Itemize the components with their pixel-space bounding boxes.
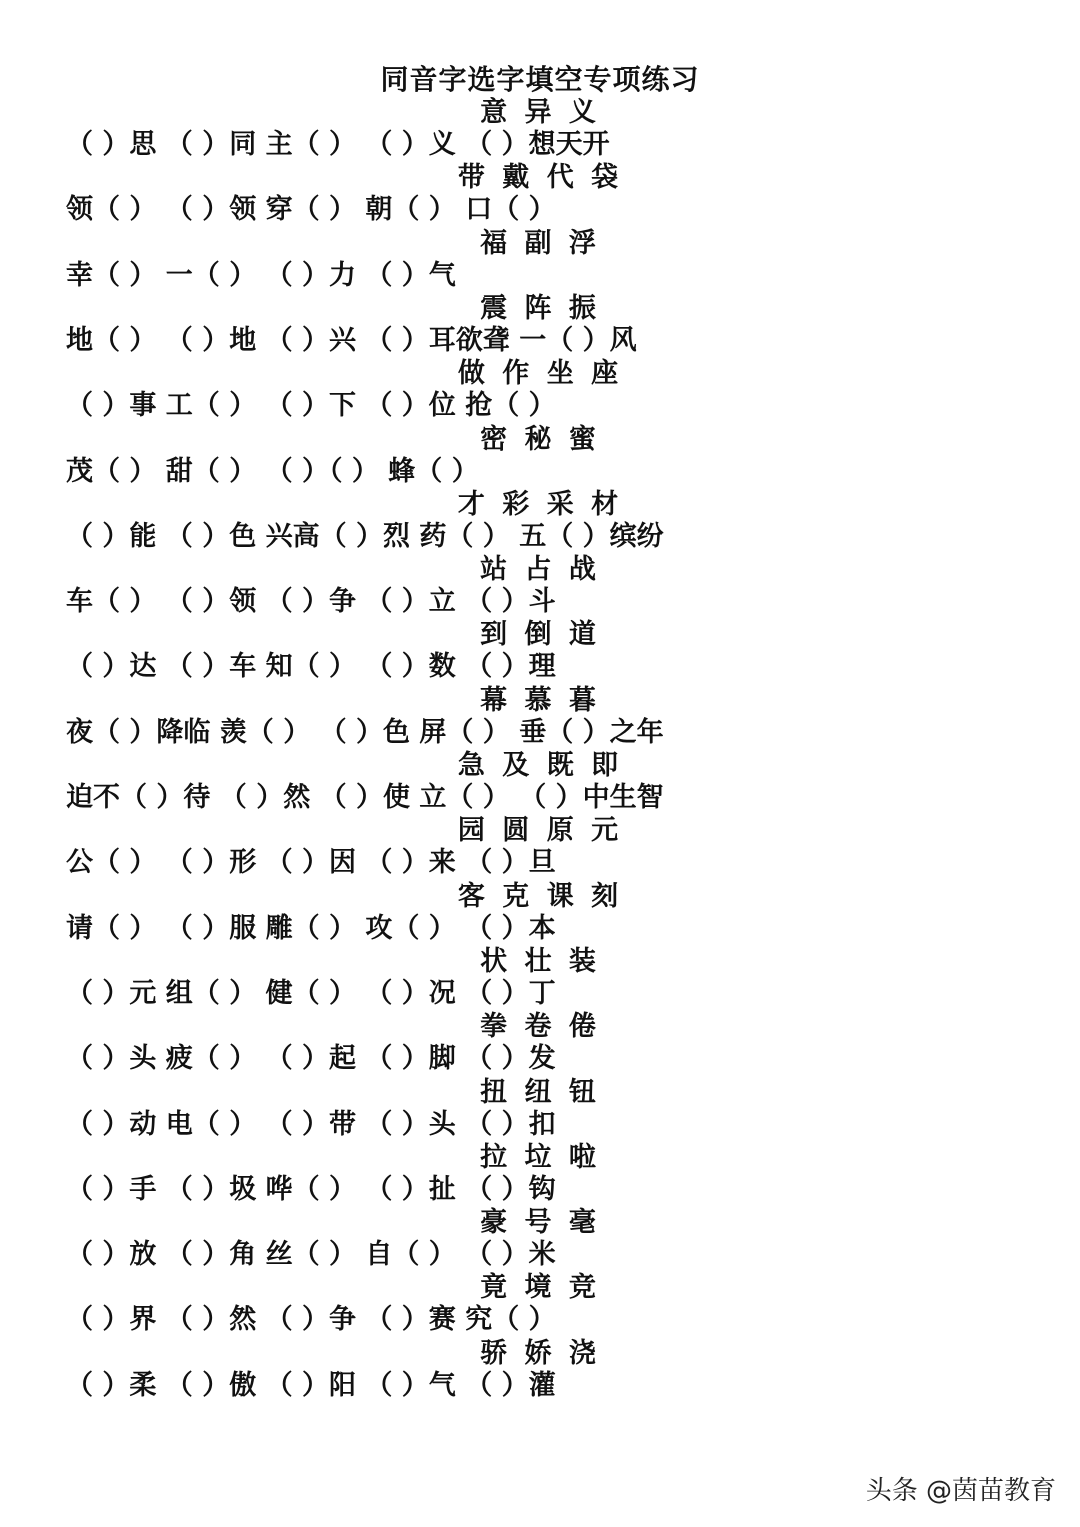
fill-in-line: （ ）能 （ ）色 兴高（ ）烈 药（ ） 五（ ）缤纷	[66, 520, 664, 552]
page-title: 同音字选字填空专项练习	[380, 63, 700, 96]
exercise-group	[0, 618, 1080, 684]
fill-in-line: 迫不（ ）待 （ ）然 （ ）使 立（ ） （ ）中生智	[66, 782, 664, 813]
fill-in-line: （ ）手 （ ）圾 哗（ ） （ ）扯 （ ）钩	[66, 1173, 556, 1205]
exercise-group	[0, 1271, 1080, 1337]
homophone-choices: 震 阵 振	[480, 292, 600, 324]
exercise-group	[0, 161, 1080, 227]
fill-in-line: （ ）动 电（ ） （ ）带 （ ）头 （ ）扣	[66, 1108, 556, 1140]
watermark: 头条 @茵苗教育	[865, 1476, 1056, 1506]
homophone-choices: 福 副 浮	[480, 227, 600, 259]
homophone-choices: 拉 垃 啦	[480, 1141, 600, 1173]
exercise-group	[0, 96, 1080, 162]
homophone-choices: 密 秘 蜜	[480, 423, 600, 455]
homophone-choices: 到 倒 道	[480, 619, 600, 651]
fill-in-line: （ ）思 （ ）同 主（ ） （ ）义 （ ）想天开	[66, 129, 610, 160]
exercise-group	[0, 227, 1080, 293]
homophone-choices: 意 异 义	[480, 97, 600, 128]
fill-in-line: 请（ ） （ ）服 雕（ ） 攻（ ） （ ）本	[66, 912, 556, 944]
exercise-group	[0, 1141, 1080, 1207]
homophone-choices: 园 圆 原 元	[457, 815, 623, 847]
fill-in-line: （ ）元 组（ ） 健（ ） （ ）况 （ ）丁	[66, 977, 556, 1009]
homophone-choices: 客 克 课 刻	[457, 880, 623, 912]
exercise-group	[0, 1010, 1080, 1076]
exercise-group	[0, 749, 1080, 815]
fill-in-line: 车（ ） （ ）领 （ ）争 （ ）立 （ ）斗	[66, 586, 556, 618]
homophone-choices: 才 彩 采 材	[457, 488, 623, 520]
fill-in-line: （ ）放 （ ）角 丝（ ） 自（ ） （ ）米	[66, 1239, 556, 1271]
homophone-choices: 拳 卷 倦	[480, 1011, 600, 1043]
homophone-choices: 幕 慕 暮	[480, 684, 600, 716]
homophone-choices: 豪 号 毫	[480, 1207, 600, 1239]
fill-in-line: （ ）柔 （ ）傲 （ ）阳 （ ）气 （ ）灌	[66, 1369, 556, 1401]
fill-in-line: 领（ ） （ ）领 穿（ ） 朝（ ） 口（ ）	[66, 194, 556, 226]
exercise-group	[0, 423, 1080, 489]
fill-in-line: （ ）事 工（ ） （ ）下 （ ）位 抢（ ）	[66, 390, 556, 422]
homophone-choices: 做 作 坐 座	[457, 358, 623, 390]
homophone-choices: 站 占 战	[480, 554, 600, 586]
homophone-choices: 扭 纽 钮	[480, 1076, 600, 1108]
fill-in-line: 幸（ ） 一（ ） （ ）力 （ ）气	[66, 259, 456, 291]
exercise-group	[0, 945, 1080, 1011]
fill-in-line: （ ）界 （ ）然 （ ）争 （ ）赛 究（ ）	[66, 1304, 556, 1336]
fill-in-line: 地（ ） （ ）地 （ ）兴 （ ）耳欲聋 一（ ）风	[66, 324, 637, 356]
exercise-group	[0, 1076, 1080, 1142]
fill-in-line: （ ）头 疲（ ） （ ）起 （ ）脚 （ ）发	[66, 1043, 556, 1075]
exercise-group	[0, 357, 1080, 423]
exercise-group	[0, 684, 1080, 750]
exercise-group	[0, 488, 1080, 554]
homophone-choices: 带 戴 代 袋	[457, 162, 623, 194]
fill-in-line: （ ）达 （ ）车 知（ ） （ ）数 （ ）理	[66, 651, 556, 683]
exercise-group	[0, 1337, 1080, 1403]
homophone-choices: 状 壮 装	[480, 945, 600, 977]
exercise-group	[0, 814, 1080, 880]
fill-in-line: 夜（ ）降临 羡（ ） （ ）色 屏（ ） 垂（ ）之年	[66, 716, 664, 748]
exercise-group	[0, 880, 1080, 946]
homophone-choices: 骄 娇 浇	[480, 1337, 600, 1369]
fill-in-line: 茂（ ） 甜（ ） （ ）（ ） 蜂（ ）	[66, 455, 479, 487]
exercise-group	[0, 553, 1080, 619]
fill-in-line: 公（ ） （ ）形 （ ）因 （ ）来 （ ）旦	[66, 847, 556, 879]
homophone-choices: 竟 境 竞	[480, 1272, 600, 1304]
exercise-group	[0, 292, 1080, 358]
homophone-choices: 急 及 既 即	[457, 750, 623, 781]
exercise-group	[0, 1206, 1080, 1272]
